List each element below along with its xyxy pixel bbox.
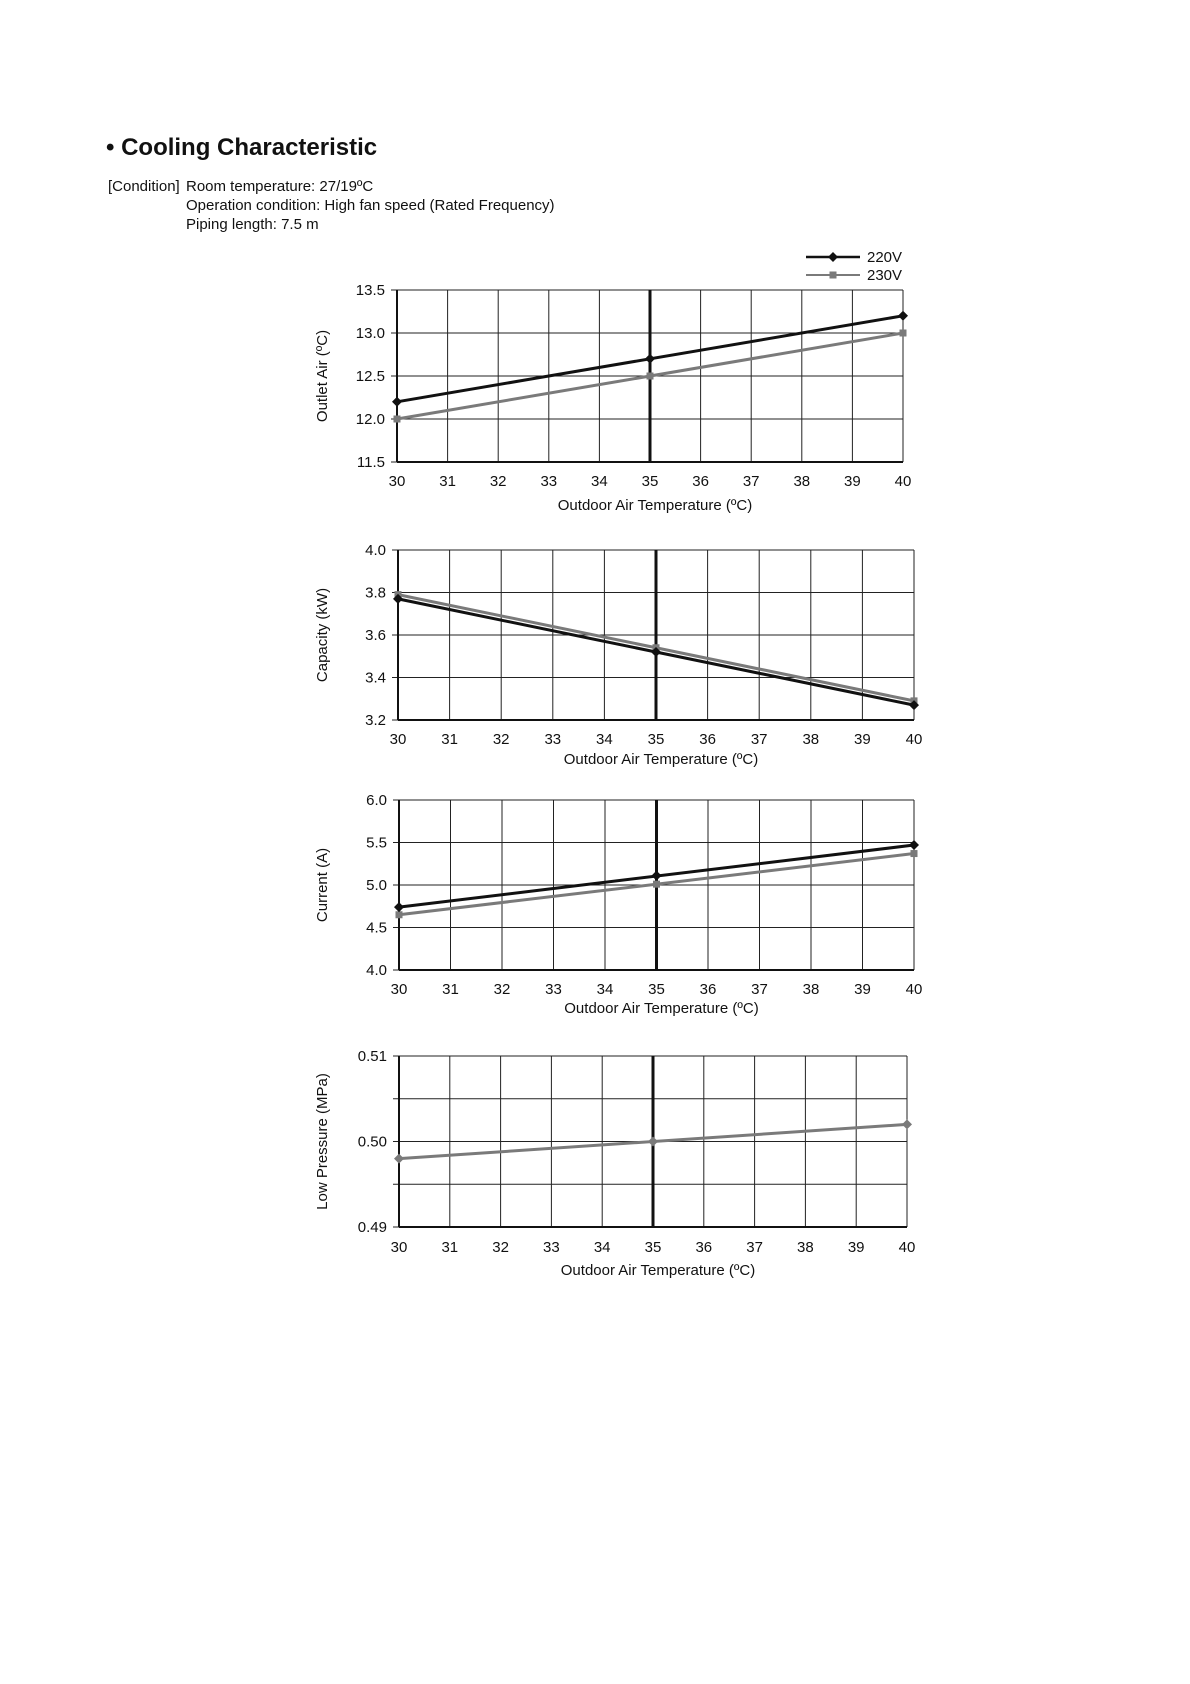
x-tick-label: 36 bbox=[699, 981, 717, 998]
x-tick-label: 40 bbox=[905, 981, 923, 998]
y-tick-label: 11.5 bbox=[356, 454, 385, 471]
condition-prefix: [Condition] bbox=[108, 178, 180, 195]
y-tick-label: 5.5 bbox=[366, 834, 387, 852]
data-point bbox=[652, 871, 662, 881]
x-tick-label: 35 bbox=[647, 731, 665, 748]
y-tick-label: 3.2 bbox=[365, 712, 386, 729]
x-tick-label: 38 bbox=[802, 731, 820, 748]
y-tick-label: 12.0 bbox=[355, 411, 385, 428]
x-tick-label: 32 bbox=[493, 981, 511, 998]
data-point bbox=[394, 902, 404, 912]
x-tick-label: 34 bbox=[591, 473, 608, 490]
y-tick-label: 3.4 bbox=[365, 669, 386, 687]
x-tick-label: 37 bbox=[750, 731, 768, 748]
y-tick-label: 4.5 bbox=[366, 919, 387, 937]
legend-label: 230V bbox=[867, 267, 903, 284]
data-point bbox=[909, 840, 919, 850]
x-axis-label: Outdoor Air Temperature (ºC) bbox=[564, 1000, 759, 1017]
chart-2 bbox=[314, 542, 922, 768]
condition-operation: Operation condition: High fan speed (Rated Frequency) bbox=[186, 197, 555, 214]
data-point bbox=[900, 330, 907, 337]
y-tick-label: 0.49 bbox=[357, 1219, 387, 1236]
y-tick-label: 0.51 bbox=[357, 1048, 387, 1065]
legend-item-220v bbox=[806, 249, 902, 266]
chart-3 bbox=[314, 792, 922, 1017]
chart-1 bbox=[314, 282, 911, 514]
data-point bbox=[648, 1137, 658, 1147]
x-tick-label: 40 bbox=[898, 1239, 916, 1256]
y-axis-label: Capacity (kW) bbox=[314, 587, 331, 683]
x-tick-label: 36 bbox=[699, 731, 716, 748]
x-tick-label: 39 bbox=[854, 981, 871, 998]
x-tick-label: 32 bbox=[489, 473, 507, 490]
data-point bbox=[898, 311, 908, 321]
x-tick-label: 39 bbox=[844, 473, 861, 490]
data-point bbox=[645, 354, 655, 364]
x-tick-label: 31 bbox=[442, 981, 459, 998]
x-tick-label: 38 bbox=[793, 473, 811, 490]
x-tick-label: 32 bbox=[492, 731, 510, 748]
x-tick-label: 38 bbox=[797, 1239, 814, 1256]
x-tick-label: 33 bbox=[544, 731, 562, 748]
data-point bbox=[396, 911, 403, 918]
x-tick-label: 31 bbox=[439, 473, 456, 490]
page-title: • Cooling Characteristic bbox=[106, 134, 378, 161]
x-tick-label: 30 bbox=[388, 473, 406, 490]
x-tick-label: 30 bbox=[390, 981, 408, 998]
legend-label: 220V bbox=[867, 249, 903, 266]
y-axis-label: Low Pressure (MPa) bbox=[314, 1073, 331, 1210]
legend-marker bbox=[830, 272, 837, 279]
x-tick-label: 37 bbox=[742, 473, 760, 490]
y-tick-label: 5.0 bbox=[366, 877, 387, 894]
legend bbox=[806, 249, 902, 284]
data-point bbox=[902, 1119, 912, 1129]
x-axis-label: Outdoor Air Temperature (ºC) bbox=[563, 751, 759, 768]
y-tick-label: 0.50 bbox=[357, 1133, 387, 1151]
x-tick-label: 34 bbox=[593, 1239, 611, 1256]
y-tick-label: 3.8 bbox=[365, 584, 386, 602]
x-tick-label: 30 bbox=[390, 1239, 408, 1256]
x-tick-label: 32 bbox=[492, 1239, 509, 1256]
legend-item-230v bbox=[806, 267, 902, 284]
x-tick-label: 33 bbox=[545, 981, 562, 998]
x-tick-label: 38 bbox=[802, 981, 820, 998]
chart-4 bbox=[314, 1048, 915, 1279]
x-tick-label: 37 bbox=[746, 1239, 763, 1256]
legend-marker bbox=[828, 252, 838, 262]
y-axis-label: Outlet Air (ºC) bbox=[314, 329, 331, 423]
data-point bbox=[647, 373, 654, 380]
x-tick-label: 36 bbox=[692, 473, 709, 490]
x-tick-label: 34 bbox=[596, 981, 614, 998]
x-tick-label: 36 bbox=[695, 1239, 713, 1256]
x-tick-label: 40 bbox=[894, 473, 912, 490]
y-tick-label: 13.0 bbox=[355, 325, 385, 342]
x-tick-label: 33 bbox=[543, 1239, 560, 1256]
x-tick-label: 39 bbox=[847, 1239, 865, 1256]
data-point bbox=[653, 881, 660, 888]
data-point bbox=[392, 397, 402, 407]
y-tick-label: 3.6 bbox=[365, 627, 386, 644]
x-tick-label: 30 bbox=[389, 731, 407, 748]
y-tick-label: 12.5 bbox=[355, 368, 385, 385]
x-tick-label: 35 bbox=[648, 981, 665, 998]
x-tick-label: 35 bbox=[641, 473, 659, 490]
x-axis-label: Outdoor Air Temperature (ºC) bbox=[560, 1262, 756, 1279]
x-tick-label: 31 bbox=[441, 731, 458, 748]
x-tick-label: 37 bbox=[751, 981, 768, 998]
x-axis-label: Outdoor Air Temperature (ºC) bbox=[557, 497, 753, 514]
x-tick-label: 39 bbox=[854, 731, 871, 748]
data-point bbox=[394, 416, 401, 423]
x-tick-label: 34 bbox=[596, 731, 613, 748]
y-tick-label: 4.0 bbox=[366, 962, 387, 979]
data-point bbox=[394, 1154, 404, 1164]
x-tick-label: 33 bbox=[540, 473, 558, 490]
y-tick-label: 4.0 bbox=[365, 542, 386, 559]
x-tick-label: 31 bbox=[441, 1239, 459, 1256]
condition-piping-length: Piping length: 7.5 m bbox=[186, 216, 319, 233]
condition-room-temperature: Room temperature: 27/19ºC bbox=[186, 178, 374, 195]
y-tick-label: 13.5 bbox=[355, 282, 385, 299]
y-axis-label: Current (A) bbox=[314, 847, 331, 923]
x-tick-label: 40 bbox=[905, 731, 923, 748]
x-tick-label: 35 bbox=[644, 1239, 662, 1256]
y-tick-label: 6.0 bbox=[366, 792, 387, 809]
data-point bbox=[911, 850, 918, 857]
